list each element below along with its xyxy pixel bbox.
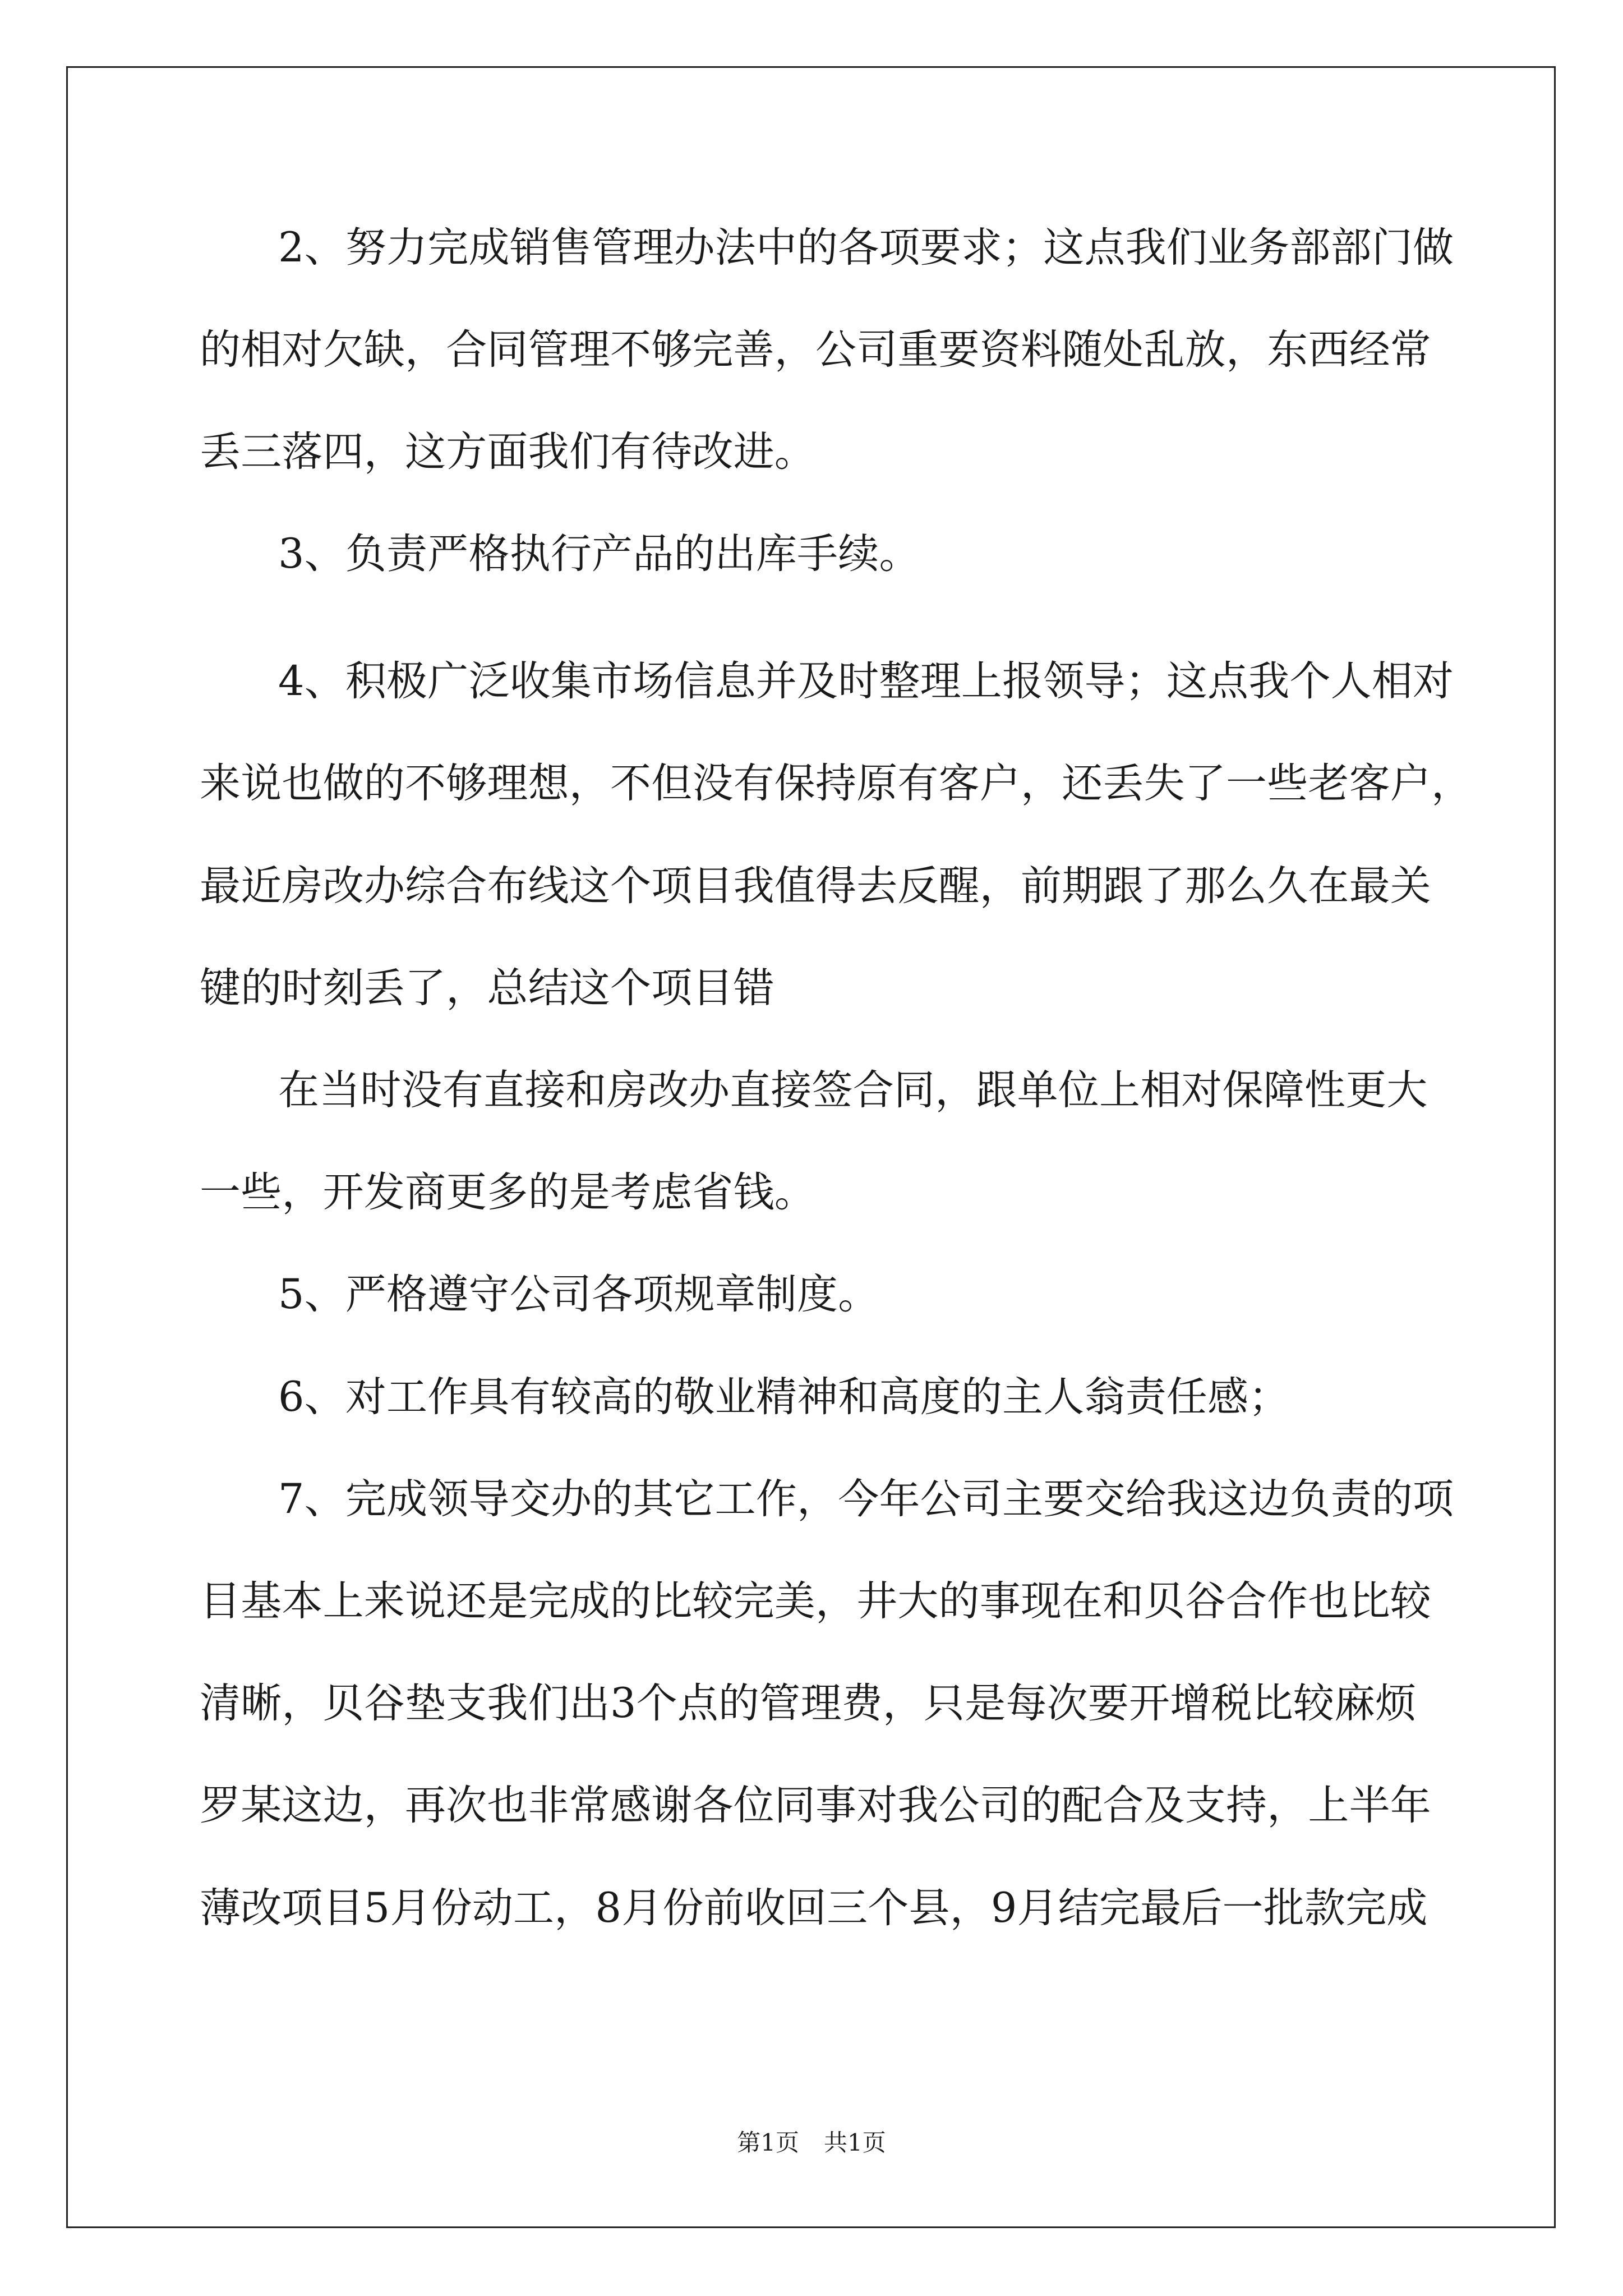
paragraph-line: 5、严格遵守公司各项规章制度。: [278, 1271, 879, 1318]
paragraph-line: 来说也做的不够理想，不但没有保持原有客户，还丢失了一些老客户，: [200, 760, 1473, 807]
paragraph-line: 清晰，贝谷垫支我们出3个点的管理费，只是每次要开增税比较麻烦: [200, 1680, 1417, 1727]
paragraph-line: 键的时刻丢了，总结这个项目错: [200, 964, 774, 1012]
paragraph-line: 一些，开发商更多的是考虑省钱。: [200, 1168, 815, 1216]
paragraph-line: 在当时没有直接和房改办直接签合同，跟单位上相对保障性更大: [278, 1066, 1428, 1114]
paragraph-line: 的相对欠缺，合同管理不够完善，公司重要资料随处乱放，东西经常: [200, 326, 1431, 374]
page-number: 第1页: [737, 2129, 799, 2156]
page-total: 共1页: [824, 2129, 886, 2156]
paragraph-line: 2、努力完成销售管理办法中的各项要求；这点我们业务部部门做: [278, 224, 1454, 272]
paragraph-line: 7、完成领导交办的其它工作，今年公司主要交给我这边负责的项: [278, 1475, 1454, 1523]
paragraph-line: 目基本上来说还是完成的比较完美，井大的事现在和贝谷合作也比较: [200, 1577, 1431, 1625]
paragraph-line: 3、负责严格执行产品的出库手续。: [278, 530, 920, 578]
paragraph-line: 最近房改办综合布线这个项目我值得去反醒，前期跟了那么久在最关: [200, 862, 1431, 910]
paragraph-line: 丢三落四，这方面我们有待改进。: [200, 428, 815, 476]
page-footer: [0, 2126, 1623, 2160]
paragraph-line: 6、对工作具有较高的敬业精神和高度的主人翁责任感；: [278, 1373, 1290, 1421]
paragraph-line: 薄改项目5月份动工，8月份前收回三个县，9月结完最后一批款完成: [200, 1884, 1428, 1932]
paragraph-line: 4、积极广泛收集市场信息并及时整理上报领导；这点我个人相对: [278, 657, 1454, 705]
paragraph-line: 罗某这边，再次也非常感谢各位同事对我公司的配合及支持，上半年: [200, 1782, 1431, 1829]
